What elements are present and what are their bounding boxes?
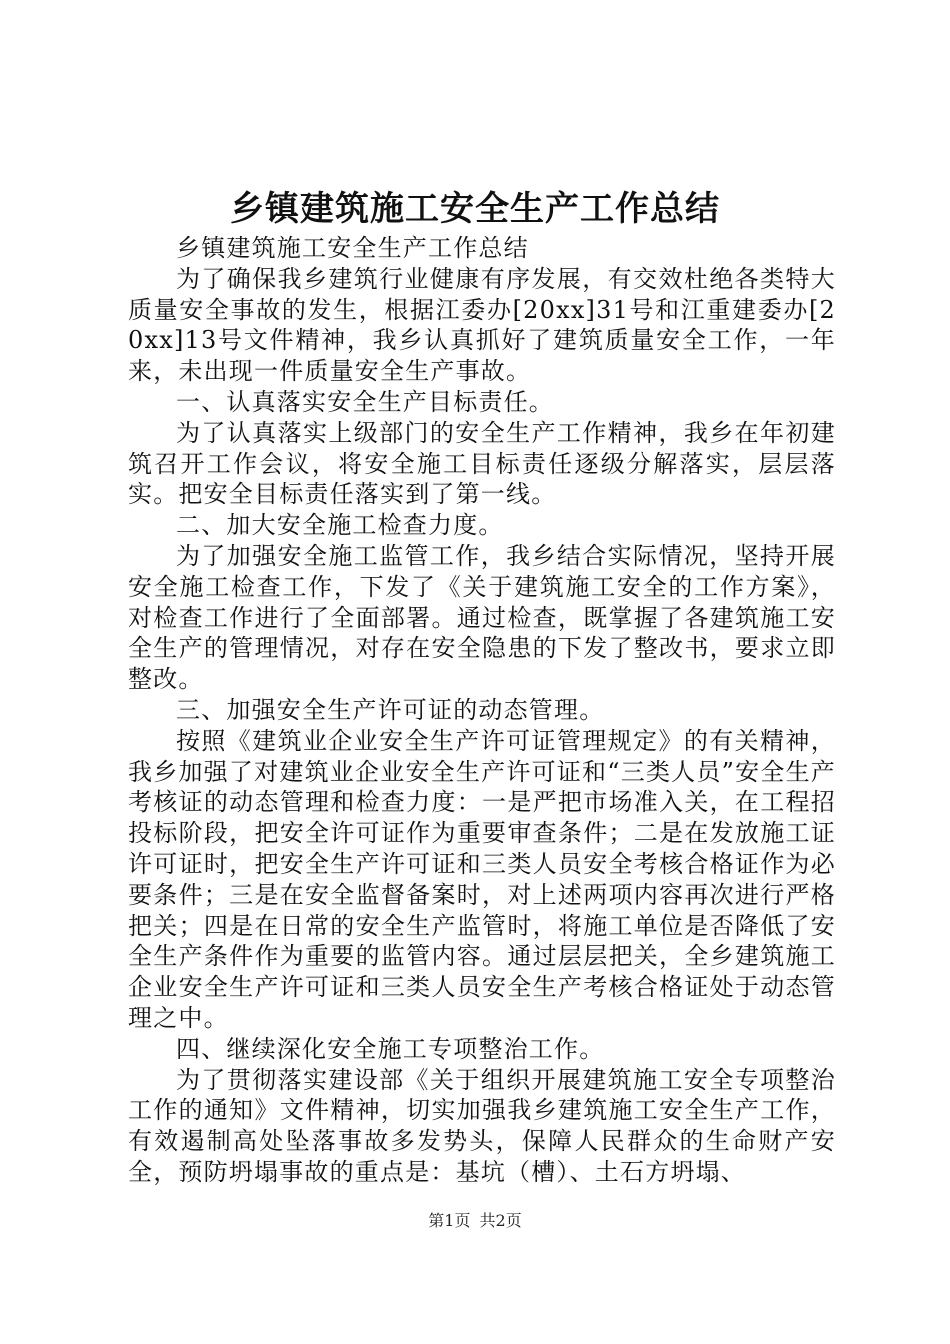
- paragraph-subtitle: 乡镇建筑施工安全生产工作总结: [176, 234, 529, 262]
- page-total: 共2页: [479, 1211, 522, 1230]
- paragraph-section-4: 为了贯彻落实建设部《关于组织开展建筑施工安全专项整治工作的通知》文件精神，切实加强我乡建筑施工安全生产工作，有效遏制高处坠落事故多发势头，保障人民群众的生命财产安全，预防坍塌事故的重点是：基坑（槽）、土石方坍塌、: [128, 1065, 836, 1186]
- paragraph-section-3: 按照《建筑业企业安全生产许可证管理规定》的有关精神，我乡加强了对建筑业企业安全生产许可证和“三类人员”安全生产考核证的动态管理和检查力度：一是严把市场准入关，在工程招投标阶段，把安全许可证作为重要审查条件；二是在发放施工证许可证时，把安全生产许可证和三类人员安全考核合格证作为必要条件；三是在安全监督备案时，对上述两项内容再次进行严格把关；四是在日常的安全生产监管时，将施工单位是否降低了安全生产条件作为重要的监管内容。通过层层把关，全乡建筑施工企业安全生产许可证和三类人员安全生产考核合格证处于动态管理之中。: [128, 726, 836, 1032]
- paragraph-section-1: 为了认真落实上级部门的安全生产工作精神，我乡在年初建筑召开工作会议，将安全施工目标责任逐级分解落实，层层落实。把安全目标责任落实到了第一线。: [128, 418, 836, 509]
- page-number: 第1页: [428, 1211, 471, 1230]
- page-footer: [0, 1210, 950, 1232]
- paragraph-intro: 为了确保我乡建筑行业健康有序发展，有交效杜绝各类特大质量安全事故的发生，根据江委办[20xx]31号和江重建委办[20xx]13号文件精神，我乡认真抓好了建筑质量安全工作，一年来，未出现一件质量安全生产事故。: [128, 264, 836, 386]
- section-heading-3: 三、加强安全生产许可证的动态管理。: [176, 695, 605, 724]
- document-body: [128, 233, 836, 1188]
- paragraph-section-2: 为了加强安全施工监管工作，我乡结合实际情况，坚持开展安全施工检查工作，下发了《关于建筑施工安全的工作方案》，对检查工作进行了全面部署。通过检查，既掌握了各建筑施工安全生产的管理情况，对存在安全隐患的下发了整改书，要求立即整改。: [128, 541, 836, 694]
- document-title: 乡镇建筑施工安全生产工作总结: [230, 189, 720, 229]
- section-heading-4: 四、继续深化安全施工专项整治工作。: [176, 1034, 605, 1063]
- section-heading-2: 二、加大安全施工检查力度。: [176, 511, 504, 540]
- section-heading-1: 一、认真落实安全生产目标责任。: [176, 387, 554, 416]
